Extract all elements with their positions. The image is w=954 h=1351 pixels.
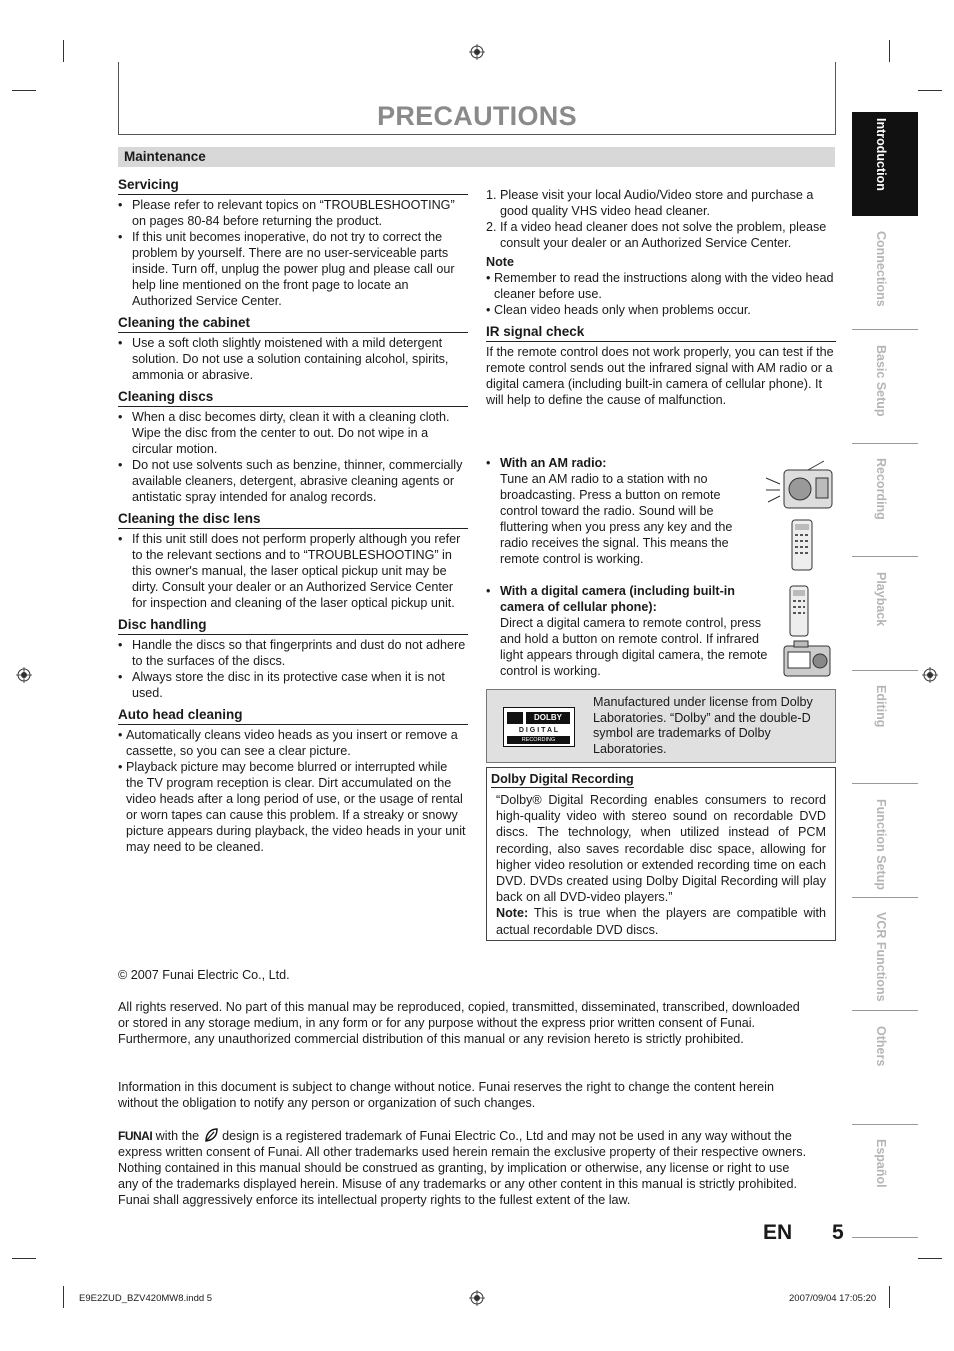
left-column <box>118 177 468 855</box>
am-radio-text: Tune an AM radio to a station with no broadcasting. Press a button on remote control toward the radio. Sound will be fluttering when you press any key and the radio receives the signal. This means the remote control is working. <box>500 472 733 566</box>
page-title: PRECAUTIONS <box>377 101 577 131</box>
list-item: 2. If a video head cleaner does not solve the problem, please consult your dealer or an Authorized Service Center. <box>486 220 827 250</box>
crop-mark <box>889 40 890 62</box>
list-item: • If this unit becomes inoperative, do not try to correct the problem by yourself. There are no user-serviceable parts inside. Turn off, unplug the power plug and please call our help line mentioned on the front page to locate an Authorized Service Center. <box>118 229 468 309</box>
list-item: • Do not use solvents such as benzine, thinner, commercially available cleaners, detergent, abrasive cleaning agents or antistatic spray intended for analog records. <box>118 457 468 505</box>
tab-introduction[interactable]: Introduction <box>852 112 918 216</box>
funai-leaf-icon <box>203 1127 219 1143</box>
discs-heading: Cleaning discs <box>118 389 468 407</box>
list-item: • Handle the discs so that fingerprints and dust do not adhere to the surfaces of the discs. <box>118 637 468 669</box>
crop-mark <box>63 1286 64 1308</box>
crop-mark <box>12 1258 36 1259</box>
camera-remote-illustration-icon <box>780 584 834 680</box>
file-slug: E9E2ZUD_BZV420MW8.indd 5 <box>79 1293 213 1304</box>
crop-mark <box>63 40 64 62</box>
date-slug: 2007/09/04 17:05:20 <box>789 1293 877 1304</box>
crop-mark <box>12 90 36 91</box>
tab-espanol[interactable]: Español <box>852 1133 918 1238</box>
tab-editing[interactable]: Editing <box>852 679 918 784</box>
servicing-heading: Servicing <box>118 177 468 195</box>
dolby-digital-recording-box <box>486 767 836 941</box>
lens-heading: Cleaning the disc lens <box>118 511 468 529</box>
section-title: Maintenance <box>124 149 206 164</box>
list-item: 1. Please visit your local Audio/Video store and purchase a good quality VHS video head cleaner. <box>486 188 814 218</box>
list-item: • When a disc becomes dirty, clean it with a cleaning cloth. Wipe the disc from the center to out. Do not wipe in a circular motion. <box>118 409 468 457</box>
tab-connections[interactable]: Connections <box>852 225 918 330</box>
crop-mark <box>918 1258 942 1259</box>
list-item: • Automatically cleans video heads as you insert or remove a cassette, so you can see a clear picture. <box>118 727 468 759</box>
dolby-logo: DOLBY D I G I T A L RECORDING <box>503 707 575 747</box>
section-header <box>118 147 835 167</box>
camera-text: Direct a digital camera to remote control, press and hold a button on remote control. If infrared light appears through digital camera, the remote control is working. <box>500 616 768 678</box>
language-label: EN <box>763 1221 793 1244</box>
registration-mark-icon <box>922 667 938 683</box>
list-item: • Clean video heads only when problems occur. <box>486 302 836 318</box>
funai-logo: FUNAI <box>118 1129 153 1143</box>
trademark-paragraph: FUNAI with the design is a registered trademark of Funai Electric Co., Ltd and may not be used in any way without the express written consent of Funai. All other trademarks used herein remain the exclusive property of their respective owners. Nothing contained in this manual should be construed as granting, by implication or otherwise, any license or right to use any of the trademarks displayed herein. Misuse of any trademarks or any other content in this manual is strictly prohibited. Funai shall aggressively enforce its intellectual property rights to the fullest extent of the law. <box>118 1129 807 1207</box>
registration-mark-icon <box>16 667 32 683</box>
registration-mark-icon <box>469 1290 485 1306</box>
crop-mark <box>918 90 942 91</box>
legal-paragraph: All rights reserved. No part of this manual may be reproduced, copied, transmitted, disseminated, transcribed, downloaded or stored in any storage medium, in any form or for any purpose without the express prior written consent of Funai. Furthermore, any unauthorized commercial distribution of this manual or any revision hereto is strictly prohibited. <box>118 1000 800 1046</box>
copyright: © 2007 Funai Electric Co., Ltd. <box>118 968 290 982</box>
camera-section <box>486 581 776 679</box>
tab-recording[interactable]: Recording <box>852 452 918 557</box>
tab-vcr-functions[interactable]: VCR Functions <box>852 906 918 1011</box>
registration-mark-icon <box>469 44 485 60</box>
ir-heading: IR signal check <box>486 324 836 342</box>
crop-mark <box>889 1286 890 1308</box>
right-column <box>486 187 836 408</box>
handling-heading: Disc handling <box>118 617 468 635</box>
legal-paragraph: Information in this document is subject to change without notice. Funai reserves the right to change the content herein without the obligation to notify any person or organization of such changes. <box>118 1080 774 1110</box>
page-number: 5 <box>832 1221 844 1244</box>
ddr-heading: Dolby Digital Recording <box>491 772 634 786</box>
note-heading: Note <box>486 255 514 269</box>
tab-playback[interactable]: Playback <box>852 566 918 671</box>
cabinet-heading: Cleaning the cabinet <box>118 315 468 333</box>
dolby-license-text: Manufactured under license from Dolby Laboratories. “Dolby” and the double-D symbol are trademarks of Dolby Laboratories. <box>593 695 813 756</box>
list-item: • Playback picture may become blurred or interrupted while the TV program reception is clear. Dirt accumulated on the video heads after a long period of use, or the usage of rental or worn tapes can cause this problem. If a streaky or snowy picture appears during playback, the video heads in your unit may need to be cleaned. <box>118 759 468 855</box>
ddr-body: “Dolby® Digital Recording enables consumers to record high-quality video with stereo sound on recordable DVD discs. The technology, when utilized instead of PCM recording, also saves recordable disc space, allowing for higher video resolution or extended recording time on each DVD. DVDs created using Dolby Digital Recording will play back on all DVD-video players.” Note: This is true when the players are compatible with actual recordable DVD discs. <box>496 793 826 937</box>
list-item: • Use a soft cloth slightly moistened with a mild detergent solution. Do not use a solution containing alcohol, spirits, ammonia or abrasive. <box>118 335 468 383</box>
title-frame <box>118 62 836 135</box>
tab-basic-setup[interactable]: Basic Setup <box>852 339 918 444</box>
am-radio-section <box>486 453 761 567</box>
radio-remote-illustration-icon <box>764 460 836 572</box>
camera-title: With a digital camera (including built-in camera of cellular phone): <box>500 584 735 614</box>
divider <box>852 1237 918 1238</box>
double-d-icon <box>507 712 523 724</box>
am-radio-title: With an AM radio: <box>500 456 607 470</box>
list-item: • If this unit still does not perform properly although you refer to the relevant sections and to “TROUBLESHOOTING” in this owner's manual, the laser optical pickup unit may be dirty. Consult your dealer or an Authorized Service Center for inspection and cleaning of the laser optical pickup unit. <box>118 531 468 611</box>
ir-intro: If the remote control does not work properly, you can test if the remote control sends out the infrared signal with AM radio or a digital camera (including built-in camera of cellular phone). It will help to define the cause of malfunction. <box>486 345 834 407</box>
list-item: • Remember to read the instructions along with the video head cleaner before use. <box>486 270 836 302</box>
list-item: • Always store the disc in its protective case when it is not used. <box>118 669 468 701</box>
dolby-license-box <box>486 689 836 763</box>
list-item: • Please refer to relevant topics on “TROUBLESHOOTING” on pages 80-84 before returning the product. <box>118 197 468 229</box>
tab-function-setup[interactable]: Function Setup <box>852 793 918 898</box>
autohead-heading: Auto head cleaning <box>118 707 468 725</box>
tab-others[interactable]: Others <box>852 1020 918 1125</box>
